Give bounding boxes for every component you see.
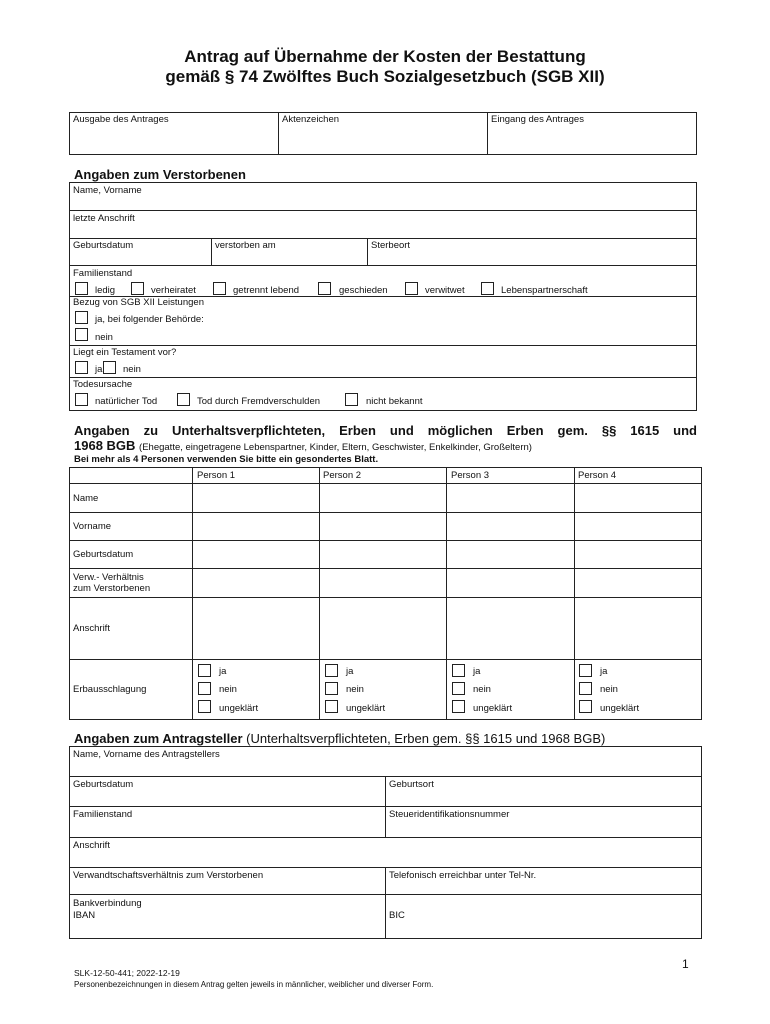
person-4-ja-label: ja: [600, 666, 608, 677]
todesursache-label: Todesursache: [73, 379, 133, 390]
form-title-line-2: gemäß § 74 Zwölftes Buch Sozialgesetzbuch (SGB XII): [165, 67, 605, 86]
antragsteller-familienstand-label: Familienstand: [73, 809, 133, 820]
bankverbindung-label: Bankverbindung: [73, 898, 142, 909]
person-4-erbausschlagung-ja-checkbox[interactable]: [579, 664, 592, 677]
testament-nein-label: nein: [123, 364, 141, 375]
familienstand-ledig-checkbox[interactable]: [75, 282, 88, 295]
footer-note: Personenbezeichnungen in diesem Antrag gelten jeweils in männlicher, weiblicher und diverser Form.: [74, 980, 434, 989]
erben-row-erbausschlagung: Erbausschlagung: [73, 684, 147, 695]
person-3-nein-label: nein: [473, 684, 491, 695]
erben-row-geburtsdatum: Geburtsdatum: [73, 549, 134, 560]
todesursache-fremdverschulden-checkbox[interactable]: [177, 393, 190, 406]
antragsteller-geburtsdatum-label: Geburtsdatum: [73, 779, 134, 790]
verstorbener-anschrift-label: letzte Anschrift: [73, 213, 135, 224]
antragsteller-geburtsort-label: Geburtsort: [389, 779, 434, 790]
sterbeort-label: Sterbeort: [371, 240, 411, 251]
person-2-ungeklaert-label: ungeklärt: [346, 703, 386, 714]
person-4-header: Person 4: [578, 470, 617, 481]
todesursache-unbekannt-label: nicht bekannt: [366, 396, 423, 407]
section-heading-erben-line-2: [74, 438, 532, 453]
erben-heading-bgb: 1968 BGB: [74, 438, 136, 453]
todesursache-natuerlich-checkbox[interactable]: [75, 393, 88, 406]
person-2-ja-label: ja: [346, 666, 354, 677]
familienstand-getrennt-label: getrennt lebend: [233, 285, 300, 296]
sgb-bezug-nein-label: nein: [95, 332, 113, 343]
testament-ja-label: ja: [95, 364, 103, 375]
person-4-ungeklaert-label: ungeklärt: [600, 703, 640, 714]
antragsteller-heading-bold: Angaben zum Antragsteller: [74, 731, 243, 746]
person-1-erbausschlagung-ungeklaert-checkbox[interactable]: [198, 700, 211, 713]
familienstand-geschieden-checkbox[interactable]: [318, 282, 331, 295]
eingang-label: Eingang des Antrages: [491, 114, 584, 125]
person-2-header: Person 2: [323, 470, 362, 481]
person-3-erbausschlagung-ja-checkbox[interactable]: [452, 664, 465, 677]
section-heading-verstorbene: Angaben zum Verstorbenen: [74, 167, 246, 182]
antragsteller-steuer-id-label: Steueridentifikationsnummer: [389, 809, 510, 820]
familienstand-lebenspartnerschaft-label: Lebenspartnerschaft: [501, 285, 588, 296]
page-number: 1: [682, 957, 689, 971]
verstorben-am-label: verstorben am: [215, 240, 276, 251]
footer-form-id: SLK-12-50-441; 2022-12-19: [74, 968, 180, 978]
sgb-bezug-nein-checkbox[interactable]: [75, 328, 88, 341]
familienstand-ledig-label: ledig: [95, 285, 116, 296]
person-1-ungeklaert-label: ungeklärt: [219, 703, 259, 714]
person-4-nein-label: nein: [600, 684, 618, 695]
person-3-header: Person 3: [451, 470, 490, 481]
form-title-line-1: Antrag auf Übernahme der Kosten der Bestattung: [184, 47, 586, 66]
erben-row-name: Name: [73, 493, 99, 504]
erben-row-verhaeltnis-1: Verw.- Verhältnis: [73, 572, 144, 583]
testament-nein-checkbox[interactable]: [103, 361, 116, 374]
todesursache-unbekannt-checkbox[interactable]: [345, 393, 358, 406]
erben-row-anschrift: Anschrift: [73, 623, 110, 634]
sgb-bezug-ja-checkbox[interactable]: [75, 311, 88, 324]
person-3-erbausschlagung-nein-checkbox[interactable]: [452, 682, 465, 695]
antragsteller-name-label: Name, Vorname des Antragstellers: [73, 749, 220, 760]
person-3-erbausschlagung-ungeklaert-checkbox[interactable]: [452, 700, 465, 713]
erben-row-vorname: Vorname: [73, 521, 112, 532]
testament-label: Liegt ein Testament vor?: [73, 347, 177, 358]
familienstand-verwitwet-checkbox[interactable]: [405, 282, 418, 295]
sgb-bezug-label: Bezug von SGB XII Leistungen: [73, 297, 204, 308]
testament-ja-checkbox[interactable]: [75, 361, 88, 374]
person-1-erbausschlagung-nein-checkbox[interactable]: [198, 682, 211, 695]
antragsteller-heading-normal: (Unterhaltsverpflichteten, Erben gem. §§ 1615 und 1968 BGB): [246, 731, 606, 746]
person-4-erbausschlagung-ungeklaert-checkbox[interactable]: [579, 700, 592, 713]
familienstand-lebenspartnerschaft-checkbox[interactable]: [481, 282, 494, 295]
aktenzeichen-label: Aktenzeichen: [282, 114, 340, 125]
erben-note: Bei mehr als 4 Personen verwenden Sie bitte ein gesondertes Blatt.: [74, 454, 379, 465]
familienstand-verwitwet-label: verwitwet: [425, 285, 465, 296]
person-2-erbausschlagung-ungeklaert-checkbox[interactable]: [325, 700, 338, 713]
erben-table: [69, 467, 702, 720]
person-4-erbausschlagung-nein-checkbox[interactable]: [579, 682, 592, 695]
section-heading-erben-line-1: Angaben zu Unterhaltsverpflichteten, Erben und möglichen Erben gem. §§ 1615 und: [74, 423, 697, 438]
familienstand-geschieden-label: geschieden: [339, 285, 388, 296]
person-1-header: Person 1: [197, 470, 236, 481]
antragsteller-telefon-label: Telefonisch erreichbar unter Tel-Nr.: [389, 870, 537, 881]
person-1-erbausschlagung-ja-checkbox[interactable]: [198, 664, 211, 677]
iban-label: IBAN: [73, 910, 96, 921]
verstorbener-geburtsdatum-label: Geburtsdatum: [73, 240, 134, 251]
erben-heading-persons-list: (Ehegatte, eingetragene Lebenspartner, Kinder, Eltern, Geschwister, Enkelkinder, Großeltern): [139, 442, 532, 453]
person-3-ja-label: ja: [473, 666, 481, 677]
person-3-ungeklaert-label: ungeklärt: [473, 703, 513, 714]
erben-row-verhaeltnis-2: zum Verstorbenen: [73, 583, 151, 594]
verstorbener-name-label: Name, Vorname: [73, 185, 142, 196]
antragsteller-verwandtschaft-label: Verwandtschaftsverhältnis zum Verstorbenen: [73, 870, 264, 881]
bic-label: BIC: [389, 910, 405, 921]
person-1-ja-label: ja: [219, 666, 227, 677]
person-2-erbausschlagung-ja-checkbox[interactable]: [325, 664, 338, 677]
todesursache-natuerlich-label: natürlicher Tod: [95, 396, 158, 407]
familienstand-verheiratet-label: verheiratet: [151, 285, 196, 296]
section-heading-antragsteller: [74, 731, 605, 746]
person-2-nein-label: nein: [346, 684, 364, 695]
antragsteller-anschrift-label: Anschrift: [73, 840, 110, 851]
familienstand-verheiratet-checkbox[interactable]: [131, 282, 144, 295]
person-1-nein-label: nein: [219, 684, 237, 695]
person-2-erbausschlagung-nein-checkbox[interactable]: [325, 682, 338, 695]
familienstand-label: Familienstand: [73, 268, 133, 279]
sgb-bezug-ja-label: ja, bei folgender Behörde:: [95, 314, 204, 325]
ausgabe-label: Ausgabe des Antrages: [73, 114, 169, 125]
todesursache-fremdverschulden-label: Tod durch Fremdverschulden: [197, 396, 321, 407]
familienstand-getrennt-checkbox[interactable]: [213, 282, 226, 295]
